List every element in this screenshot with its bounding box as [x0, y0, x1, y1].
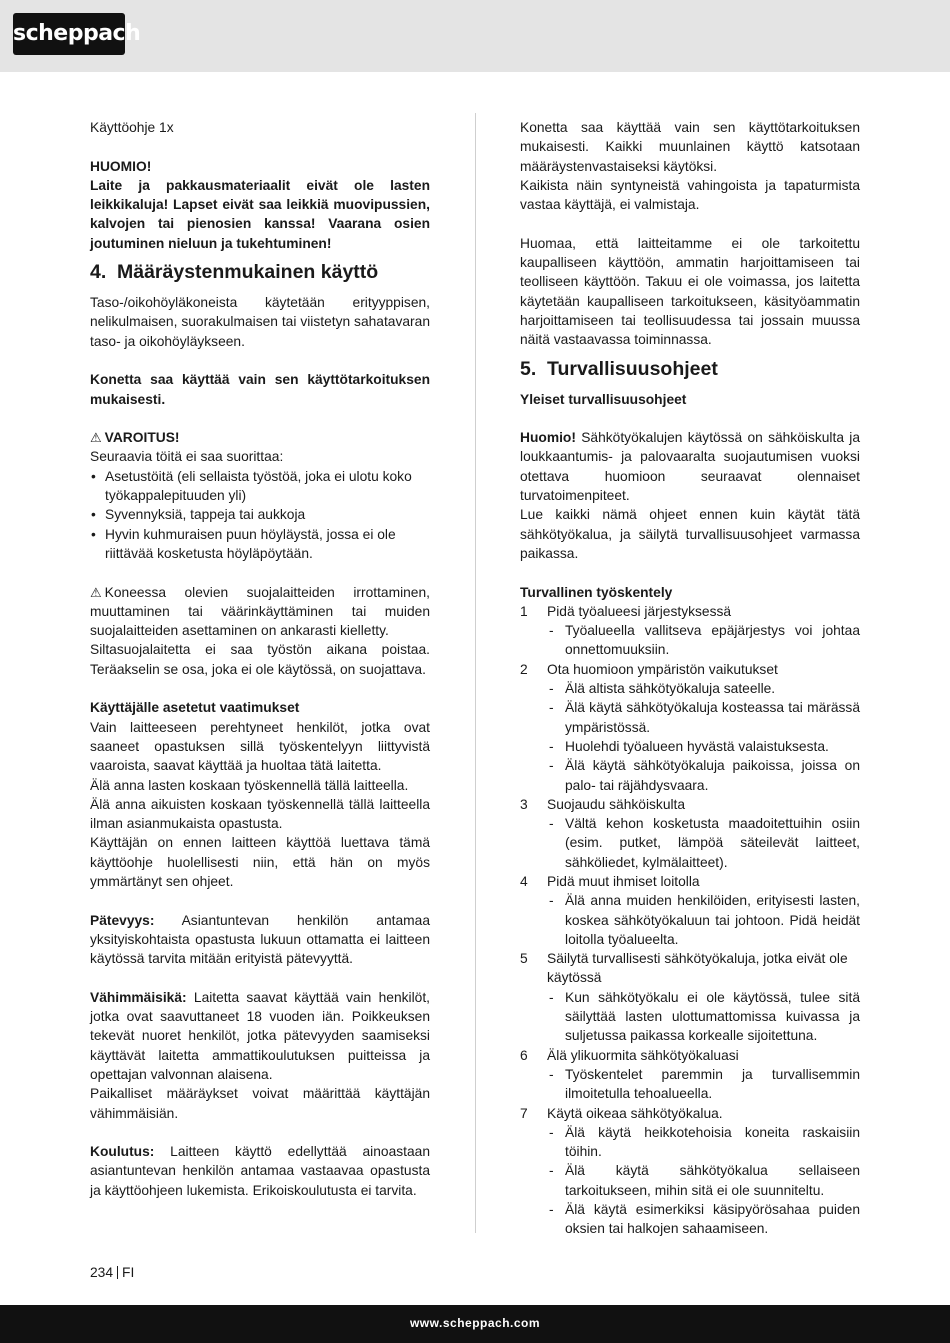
section-5-title: Turvallisuusohjeet: [547, 357, 718, 380]
safe-working-title: Turvallinen työskentely: [520, 584, 673, 600]
qualification-label: Pätevyys:: [90, 912, 155, 928]
footer-bar: [0, 1305, 950, 1343]
requirements-title: Käyttäjälle asetetut vaatimukset: [90, 700, 300, 716]
item-text: Pidä työalueesi järjestyksessä: [547, 603, 732, 619]
manual-count: Käyttöohje 1x: [90, 120, 174, 135]
commercial-use-text: Huomaa, että laitteitamme ei ole tarkoitettu kaupalliseen käyttöön, ammatin harjoittamiseen tai teolliseen käyttöön. Takuu ei ole voimassa, jos laitetta käytetään kaupalliseen tarkoitukseen, käsityöammatin harjoittamiseen tai teollisuudessa tai jossain muussa näitä vastaavassa toiminnassa.: [520, 235, 860, 348]
requirements-p2: Älä anna lasten koskaan työskennellä tällä laitteella.: [90, 777, 409, 793]
notice-text: Laite ja pakkausmateriaalit eivät ole lasten leikkikaluja! Lapset eivät saa leikkiä muovipussien, kalvojen tai pienosien kanssa! Vaarana osien joutuminen nieluun ja tukehtuminen!: [90, 177, 430, 251]
warning-title: VAROITUS!: [104, 430, 180, 446]
minimum-age-text: Laitetta saavat käyttää vain henkilöt, jotka ovat saavuttaneet 18 vuoden iän. Poikkeuksen tekevät nuoret henkilöt, jotka pätevyyden saamiseksi käyttävät laitetta ammattikoulutuksen puitteissa ja opettajan valvonnan alaisena.: [90, 989, 430, 1082]
list-subitem: - Työalueella vallitseva epäjärjestys voi johtaa onnettomuuksiin.: [549, 623, 860, 658]
training-label: Koulutus:: [90, 1144, 155, 1160]
right-column: [520, 118, 860, 1239]
section-4-title: Määräystenmukainen käyttö: [117, 261, 379, 284]
requirements-p1: Vain laitteeseen perehtyneet henkilöt, jotka ovat saaneet opastuksen sillä työskentelyyn liittyvistä vaaroista, saavat käyttää ja huoltaa tätä laitetta.: [90, 719, 430, 774]
item-number: 6: [520, 1047, 528, 1063]
section-4-number: 4.: [90, 261, 107, 284]
requirements-p4: Käyttäjän on ennen laitteen käyttöä luettava tämä käyttöohje huolellisesti niin, että hän on myös ymmärtänyt sen ohjeet.: [90, 835, 430, 889]
item-text: Älä ylikuormita sähkötyökaluasi: [547, 1047, 739, 1063]
item-number: 3: [520, 796, 528, 812]
guard-warning-text: Koneessa olevien suojalaitteiden irrottaminen, muuttaminen tai väärinkäyttäminen tai muiden suojalaitteiden asettaminen on ankarasti kielletty.: [90, 584, 430, 639]
warning-intro: Seuraavia töitä ei saa suorittaa:: [90, 449, 284, 465]
list-item: [520, 872, 860, 891]
list-item: • Hyvin kuhmuraisen puun höyläystä, jossa ei ole riittävää kosketusta höyläpöytään.: [90, 525, 430, 564]
subitem-text: Älä käytä heikkotehoisia koneita raskaisiin töihin.: [565, 1124, 860, 1160]
qualification-paragraph: [90, 911, 430, 969]
requirements-p3: Älä anna aikuisten koskaan työskennellä tällä laitteella ilman asianmukaista opastusta.: [90, 796, 430, 832]
warning-title-line: [90, 428, 430, 447]
item-text: Pidä muut ihmiset loitolla: [547, 873, 700, 889]
scheppach-logo: scheppach: [13, 13, 125, 55]
header-bar: [0, 0, 950, 72]
subitem-text: Kun sähkötyökalu ei ole käytössä, tulee sitä säilyttää lasten ulottumattomissa kuivassa ja suljetussa paikassa korkealle sijoitettuna.: [565, 989, 860, 1044]
subitem-text: Huolehdi työalueen hyvästä valaistuksesta.: [565, 738, 829, 754]
list-item: [520, 660, 860, 679]
list-item: • Asetustöitä (eli sellaista työstöä, joka ei ulotu koko työkappalepituuden yli): [90, 467, 430, 506]
training-text: Laitteen käyttö edellyttää ainoastaan asiantuntevan henkilön antamaa vastaavaa opastusta ja käyttöohjeen lukemista. Erikoiskoulutusta ei tarvita.: [90, 1144, 430, 1198]
list-subitem: - Älä käytä sähkötyökalua sellaiseen tarkoitukseen, mihin sitä ei ole suunniteltu.: [549, 1163, 860, 1198]
item-text: Ota huomioon ympäristön vaikutukset: [547, 661, 778, 677]
training-paragraph: [90, 1142, 430, 1200]
item-number: 1: [520, 603, 528, 619]
guard-warning: [90, 583, 430, 641]
list-item: [520, 795, 860, 814]
liability-text: Kaikista näin syntyneistä vahingoista ja tapaturmista vastaa käyttäjä, ei valmistaja.: [520, 177, 860, 213]
item-text: Käytä oikeaa sähkötyökalua.: [547, 1105, 723, 1121]
section-5-heading: [520, 350, 860, 390]
list-item: [520, 1104, 860, 1123]
footer-url: www.scheppach.com: [409, 1316, 541, 1330]
column-divider: [475, 113, 476, 1233]
subitem-text: Työskentelet paremmin ja turvallisemmin ilmoitetulla tehoalueella.: [565, 1066, 860, 1102]
list-subitem: - Älä käytä sähkötyökaluja paikoissa, joissa on palo- tai räjähdysvaara.: [549, 758, 860, 793]
item-number: 5: [520, 951, 528, 967]
note-text: Sähkötyökalujen käytössä on sähköiskulta ja loukkaantumis- ja palovaaralta suojautumisen vuoksi otettava huomioon seuraavat olennaiset turvatoimenpiteet.: [520, 430, 860, 504]
section-4-heading: [90, 253, 430, 293]
list-subitem: - Kun sähkötyökalu ei ole käytössä, tulee sitä säilyttää lasten ulottumattomissa kuivassa ja suljetussa paikassa korkealle sijoitettuna.: [549, 989, 860, 1044]
subitem-text: Älä käytä esimerkiksi käsipyörösahaa puiden oksien tai halkojen sahaamiseen.: [565, 1202, 860, 1237]
notice-title: HUOMIO!: [90, 158, 152, 174]
use-restriction-text: Konetta saa käyttää vain sen käyttötarkoituksen mukaisesti. Kaikki muunlainen käyttö katsotaan määräystenvastaiseksi käytöksi.: [520, 120, 860, 174]
warning-list: [90, 467, 430, 563]
minimum-age-paragraph: [90, 988, 430, 1084]
subitem-text: Työalueella vallitseva epäjärjestys voi johtaa onnettomuuksiin.: [565, 623, 860, 658]
language-code: FI: [122, 1265, 135, 1280]
list-subitem: - Vältä kehon kosketusta maadoitettuihin osiin (esim. putket, lämpöä säteilevät laitteet, sähköliedet, kylmälaitteet).: [549, 816, 860, 870]
subitem-text: Älä käytä sähkötyökaluja paikoissa, joissa on palo- tai räjähdysvaara.: [565, 758, 860, 793]
item-number: 4: [520, 873, 528, 889]
page-number-value: 234: [90, 1265, 114, 1280]
warning-triangle-icon: ⚠: [90, 430, 102, 446]
list-subitem: - Huolehdi työalueen hyvästä valaistuksesta.: [549, 738, 829, 754]
list-subitem: - Älä käytä heikkotehoisia koneita raskaisiin töihin.: [549, 1124, 860, 1160]
list-subitem: - Älä käytä sähkötyökaluja kosteassa tai märässä ympäristössä.: [549, 700, 860, 735]
section-5-number: 5.: [520, 357, 537, 380]
item-text: Suojaudu sähköiskulta: [547, 796, 686, 812]
list-item: • Syvennyksiä, tappeja tai aukkoja: [90, 505, 430, 524]
subitem-text: Älä altista sähkötyökaluja sateelle.: [565, 681, 776, 697]
list-item: [520, 602, 860, 621]
page-number: [90, 1265, 134, 1280]
subitem-text: Älä käytä sähkötyökalua sellaiseen tarkoitukseen, mihin sitä ei ole suunniteltu.: [565, 1163, 860, 1198]
qualification-text: Asiantuntevan henkilön antamaa yksityiskohtaista opastusta lukuun ottamatta ei laitteen käytössä tarvita mitään erityistä pätevyyttä.: [90, 912, 430, 967]
minimum-age-text-2: Paikalliset määräykset voivat määrittää käyttäjän vähimmäisiän.: [90, 1086, 430, 1121]
subitem-text: Älä käytä sähkötyökaluja kosteassa tai märässä ympäristössä.: [565, 700, 860, 735]
subitem-text: Vältä kehon kosketusta maadoitettuihin osiin (esim. putket, lämpöä säteilevät laitteet, sähköliedet, kylmälaitteet).: [565, 816, 860, 870]
note-label: Huomio!: [520, 430, 576, 446]
item-text: Säilytä turvallisesti sähkötyökaluja, jotka eivät ole käytössä: [547, 951, 848, 986]
note-paragraph: [520, 428, 860, 505]
note-text-2: Lue kaikki nämä ohjeet ennen kuin käytät tätä sähkötyökalua, ja säilytä turvallisuusohjeet varmassa paikassa.: [520, 507, 860, 561]
warning-triangle-icon: ⚠: [90, 584, 102, 600]
left-column: [90, 118, 430, 1200]
minimum-age-label: Vähimmäisikä:: [90, 989, 187, 1005]
list-item: [520, 949, 860, 988]
general-safety-title: Yleiset turvallisuusohjeet: [520, 391, 687, 407]
safety-list: [520, 602, 860, 1239]
item-number: 7: [520, 1105, 528, 1121]
page-separator: [117, 1266, 118, 1279]
list-subitem: - Älä altista sähkötyökaluja sateelle.: [549, 681, 776, 697]
list-item: [520, 1046, 860, 1065]
list-subitem: - Älä anna muiden henkilöiden, erityisesti lasten, koskea sähkötyökaluun tai johtoon. Pidä heidät loitolla työalueelta.: [549, 893, 860, 947]
item-number: 2: [520, 661, 528, 677]
list-subitem: - Työskentelet paremmin ja turvallisemmin ilmoitetulla tehoalueella.: [549, 1066, 860, 1102]
guard-warning-text-2: Siltasuojalaitetta ei saa työstön aikana poistaa. Teräakselin se osa, joka ei ole käytössä, on suojattava.: [90, 642, 430, 677]
subitem-text: Älä anna muiden henkilöiden, erityisesti lasten, koskea sähkötyökaluun tai johtoon. Pidä heidät loitolla työalueelta.: [565, 893, 860, 947]
intended-use-bold: Konetta saa käyttää vain sen käyttötarkoituksen mukaisesti.: [90, 372, 430, 407]
intended-use-text: Taso-/oikohöyläkoneista käytetään erityyppisen, nelikulmaisen, suorakulmaisen tai viistetyn sahatavaran taso- ja oikohöyläykseen.: [90, 295, 430, 349]
list-subitem: - Älä käytä esimerkiksi käsipyörösahaa puiden oksien tai halkojen sahaamiseen.: [549, 1202, 860, 1237]
